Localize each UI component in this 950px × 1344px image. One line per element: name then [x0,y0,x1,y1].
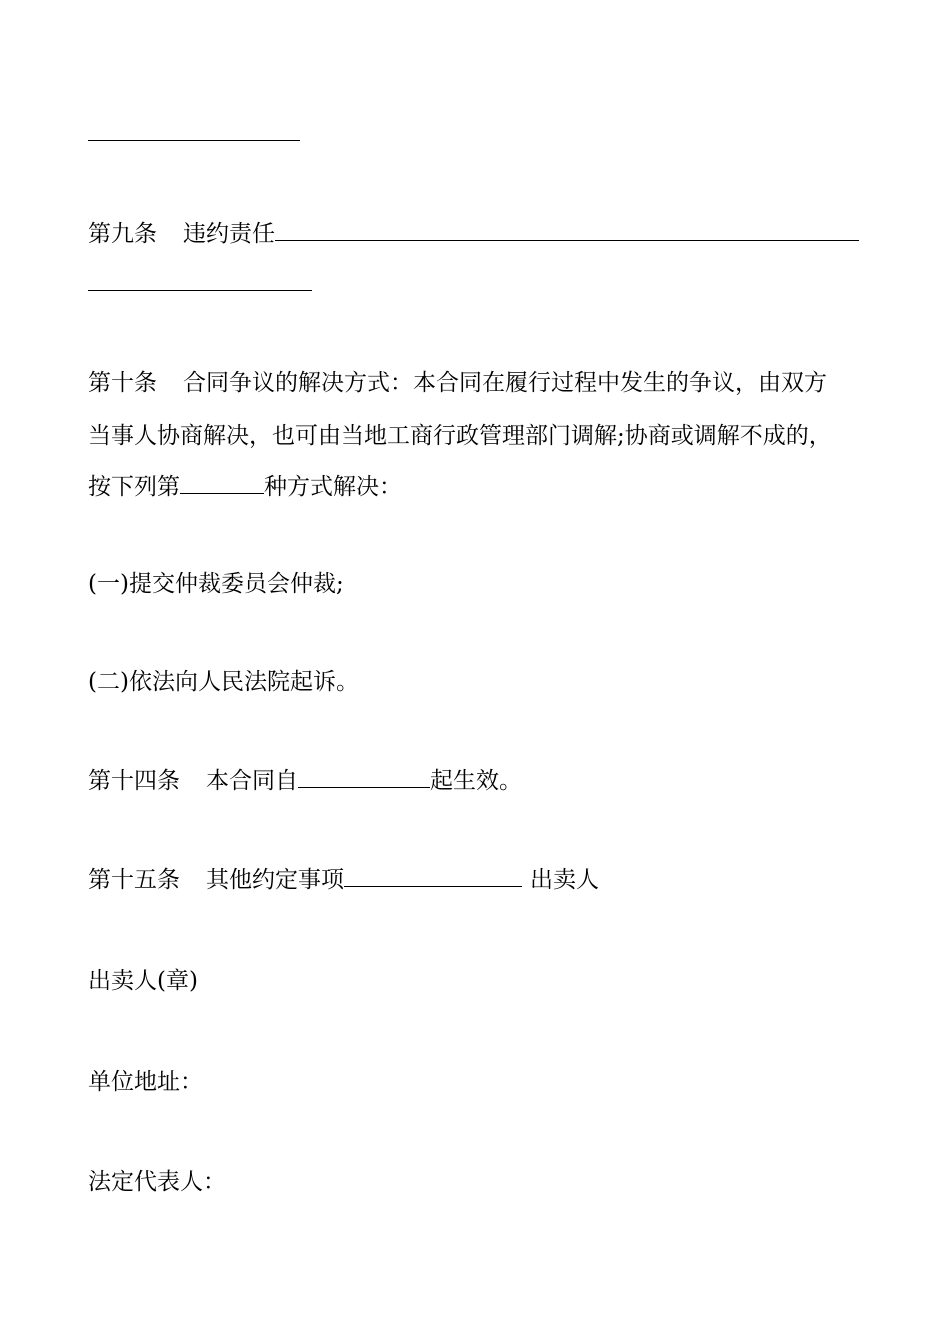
seller-seal-label [88,965,198,997]
seller-seal-text: 出卖人(章) [88,968,198,994]
article-10-line-1 [88,367,827,399]
article-10-text-3-suffix: 种方式解决： [264,474,402,500]
article-10-text-1: 合同争议的解决方式：本合同在履行过程中发生的争议，由双方 [183,370,827,396]
fill-blank [88,118,300,141]
article-14-line [88,765,522,797]
article-10-text-2: 当事人协商解决，也可由当地工商行政管理部门调解;协商或调解不成的， [88,423,832,449]
article-10-line-2 [88,420,832,452]
fill-blank [180,471,264,494]
article-15-line [88,864,599,896]
article-9-heading: 违约责任 [183,221,275,247]
article-15-suffix: 出卖人 [530,867,599,893]
address-text: 单位地址： [88,1069,203,1095]
legal-rep-label [88,1166,226,1198]
legal-rep-text: 法定代表人： [88,1169,226,1195]
article-15-prefix: 其他约定事项 [206,867,344,893]
article-14-prefix: 本合同自 [206,768,298,794]
option-1-text: (一)提交仲裁委员会仲裁; [88,571,344,597]
article-9-title: 第九条 [88,221,157,247]
fill-blank [298,765,430,788]
article-9-blank-continuation [88,268,312,300]
article-10-option-1 [88,568,344,600]
article-15-title: 第十五条 [88,867,180,893]
fill-blank [275,218,859,241]
option-2-text: (二)依法向人民法院起诉。 [88,669,359,695]
continuation-blank-line [88,118,300,150]
article-10-option-2 [88,666,359,698]
article-9-line [88,218,859,250]
article-10-line-3 [88,471,402,503]
fill-blank [344,864,522,887]
address-label [88,1066,203,1098]
article-14-title: 第十四条 [88,768,180,794]
article-10-text-3-prefix: 按下列第 [88,474,180,500]
article-10-title: 第十条 [88,370,157,396]
article-14-suffix: 起生效。 [430,768,522,794]
fill-blank [88,268,312,291]
